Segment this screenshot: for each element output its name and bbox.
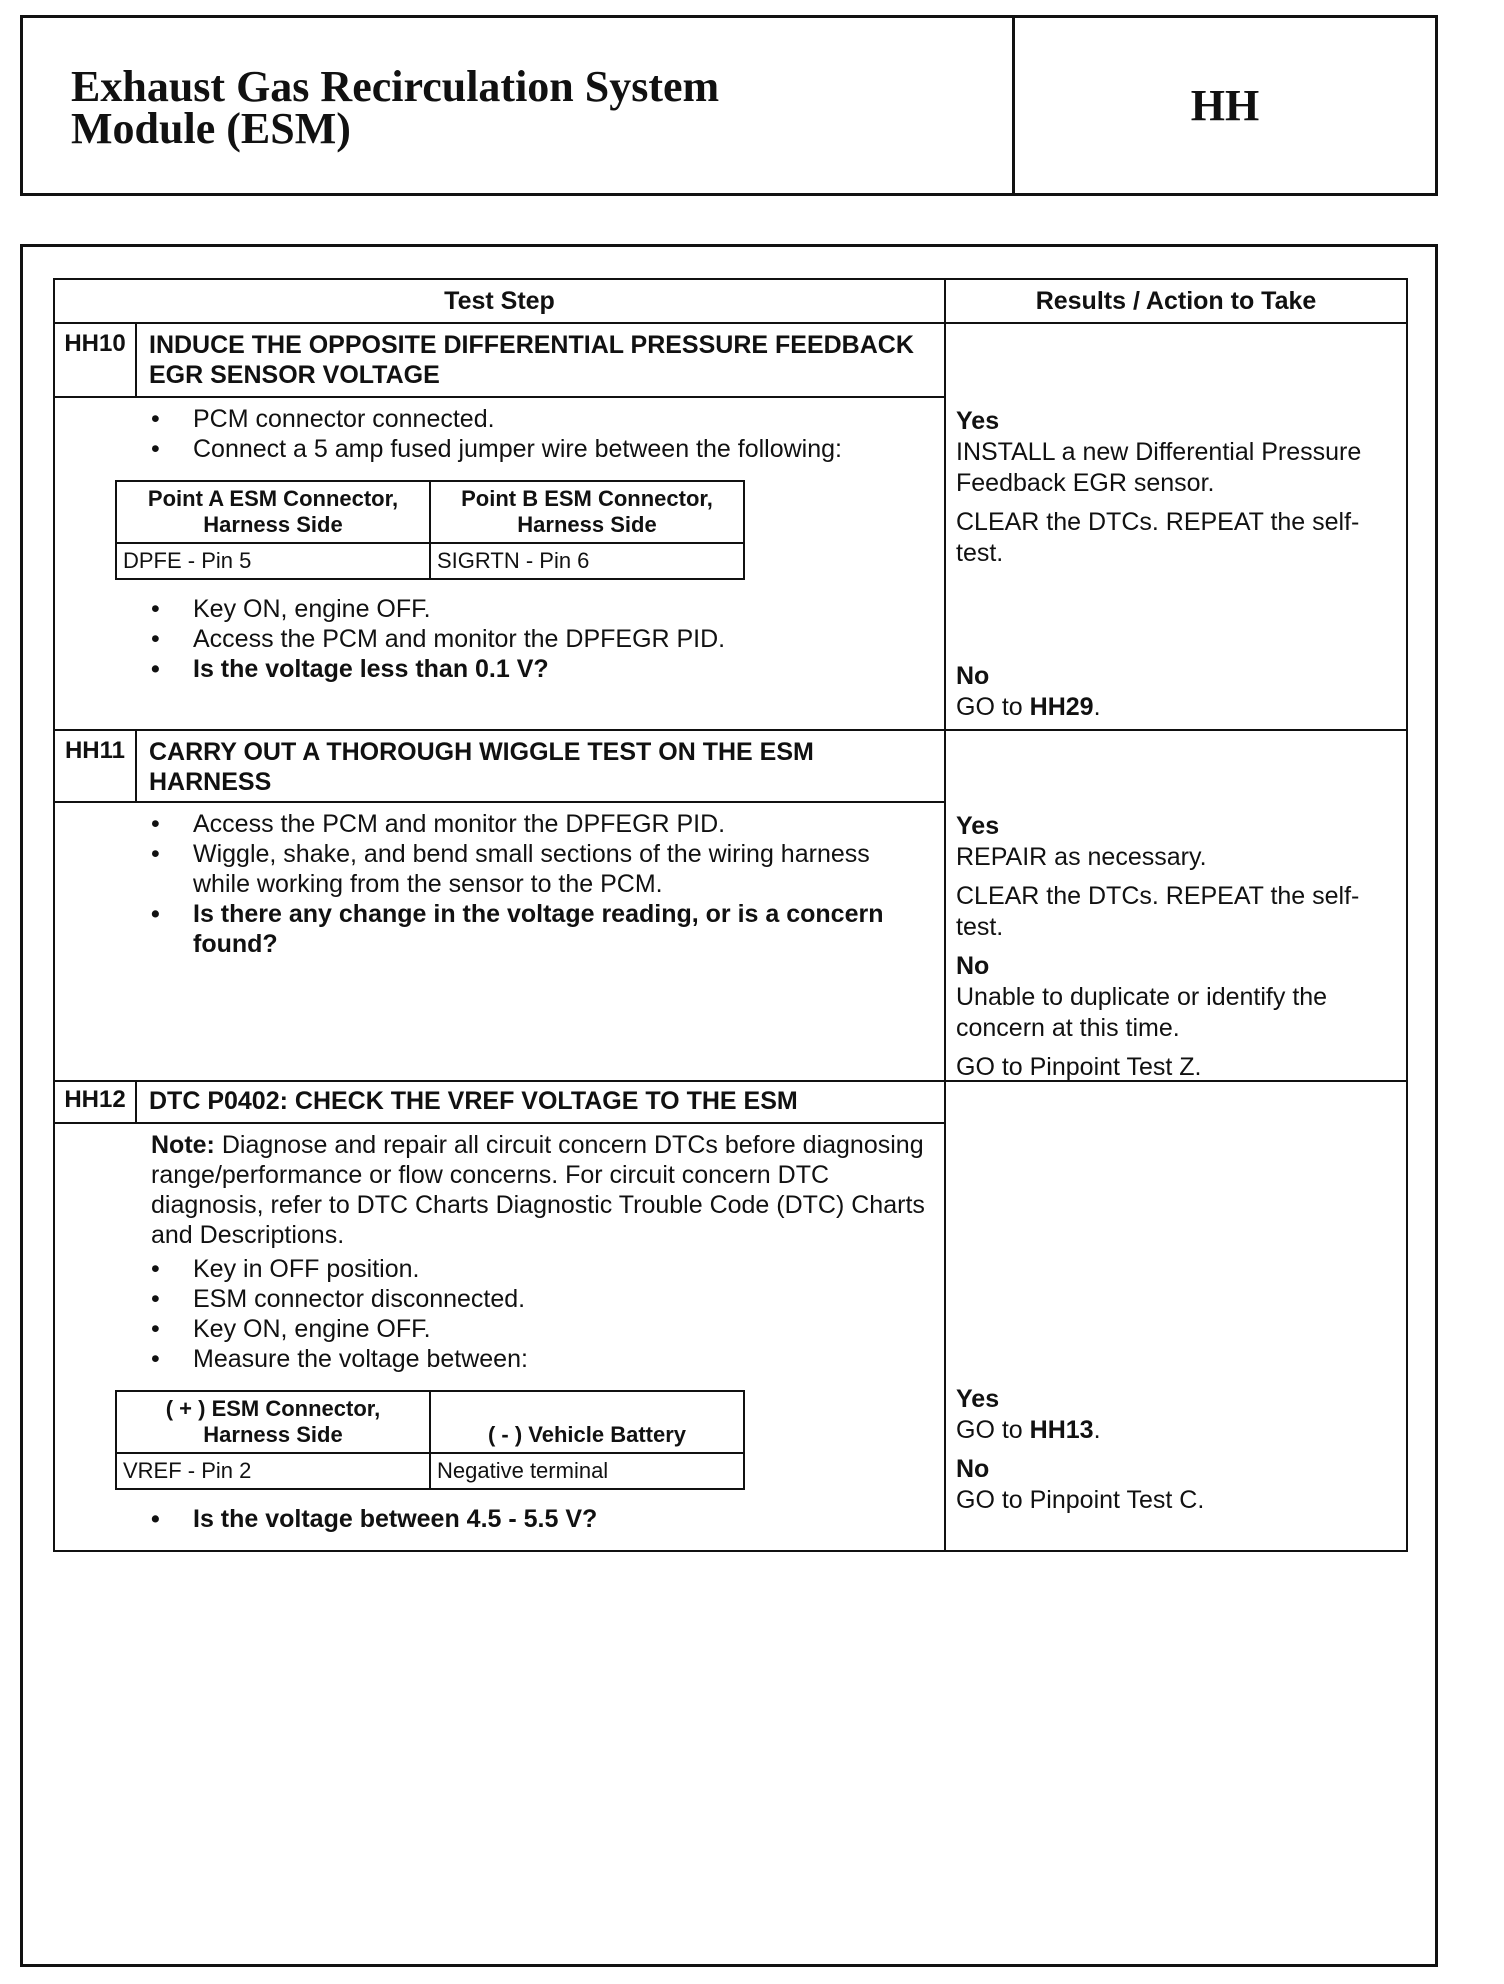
no-action: Unable to duplicate or identify the concern at this time. [956,983,1328,1042]
bullet-item: • Access the PCM and monitor the DPFEGR PID. [151,624,932,654]
bullet-item: • Measure the voltage between: [151,1344,932,1374]
column-header-results: Results / Action to Take [1035,287,1317,315]
yes-action-2: CLEAR the DTCs. REPEAT the self-test. [956,882,1360,941]
step-cell [55,731,946,1080]
yes-label: Yes [956,812,1000,840]
test-step-table [53,278,1408,1552]
step-body [55,803,944,965]
title-line-1: Exhaust Gas Recirculation System [71,62,720,111]
no-action: GO to HH29. [956,693,1101,721]
yes-label: Yes [956,1385,1000,1413]
table-header-row [55,280,1406,322]
step-question: • Is the voltage between 4.5 - 5.5 V? [151,1504,932,1534]
table-row-hh12 [55,1080,1406,1550]
bullet-item: • Wiggle, shake, and bend small sections of the wiring harness while working from the sensor to the PCM. [151,839,932,899]
step-title-row [55,324,944,398]
connector-header-a: Point A ESM Connector, Harness Side [116,481,430,543]
table-row-hh10 [55,322,1406,729]
column-header-test-step: Test Step [55,280,946,322]
step-title: CARRY OUT A THOROUGH WIGGLE TEST ON THE ESM HARNESS [149,738,814,796]
step-number: HH12 [55,1082,137,1122]
no-action-2[interactable]: GO to Pinpoint Test Z. [956,1053,1202,1081]
no-label: No [956,662,990,690]
connector-point-a: DPFE - Pin 5 [116,543,430,579]
step-note [105,1130,932,1250]
results-cell [946,731,1406,1080]
section-code: HH [1190,81,1260,130]
step-title: INDUCE THE OPPOSITE DIFFERENTIAL PRESSURE FEEDBACK EGR SENSOR VOLTAGE [149,331,914,389]
yes-action: REPAIR as necessary. [956,843,1207,871]
step-number: HH11 [55,731,137,801]
results-cell [946,324,1406,729]
goto-step-link[interactable]: HH13 [1029,1416,1094,1444]
table-row-hh11 [55,729,1406,1080]
step-question: • Is there any change in the voltage reading, or is a concern found? [151,899,932,959]
step-title-row [55,1082,944,1124]
bullet-item: • ESM connector disconnected. [151,1284,932,1314]
step-title-row [55,731,944,803]
bullet-item: • Key ON, engine OFF. [151,594,932,624]
bullet-item: • Access the PCM and monitor the DPFEGR PID. [151,809,932,839]
step-number: HH10 [55,324,137,396]
step-title: DTC P0402: CHECK THE VREF VOLTAGE TO THE ESM [149,1087,798,1115]
page-header [20,15,1438,196]
page-title [23,18,1015,193]
bullet-item: • PCM connector connected. [151,404,932,434]
goto-step-link[interactable]: HH29 [1029,693,1094,721]
negative-lead-point: Negative terminal [430,1453,744,1489]
step-body [55,398,944,690]
no-label: No [956,1455,990,1483]
connector-table [115,480,745,580]
bullet-item: • Key ON, engine OFF. [151,1314,932,1344]
step-cell [55,324,946,729]
no-label: No [956,952,990,980]
positive-lead-point: VREF - Pin 2 [116,1453,430,1489]
note-text: Diagnose and repair all circuit concern DTCs before diagnosing range/performance or flow concerns. For circuit concern DTC diagnosis, refer to DTC Charts Diagnostic Trouble Code (DTC) Charts and Descriptions. [151,1131,925,1249]
title-line-2: Module (ESM) [71,104,351,153]
connector-header-b: Point B ESM Connector, Harness Side [430,481,744,543]
yes-action: GO to HH13. [956,1416,1101,1444]
connector-point-b: SIGRTN - Pin 6 [430,543,744,579]
step-question: • Is the voltage less than 0.1 V? [151,654,932,684]
bullet-item: • Connect a 5 amp fused jumper wire between the following: [151,434,932,464]
yes-label: Yes [956,407,1000,435]
step-cell [55,1082,946,1550]
no-action[interactable]: GO to Pinpoint Test C. [956,1486,1205,1514]
voltage-measure-table [115,1390,745,1490]
note-label: Note: [151,1131,215,1159]
positive-lead-header: ( + ) ESM Connector, Harness Side [116,1391,430,1453]
results-cell [946,1082,1406,1550]
bullet-item: • Key in OFF position. [151,1254,932,1284]
yes-action: INSTALL a new Differential Pressure Feedback EGR sensor. [956,438,1362,497]
step-body [55,1124,944,1540]
negative-lead-header: ( - ) Vehicle Battery [430,1391,744,1453]
yes-action-2: CLEAR the DTCs. REPEAT the self-test. [956,508,1360,567]
